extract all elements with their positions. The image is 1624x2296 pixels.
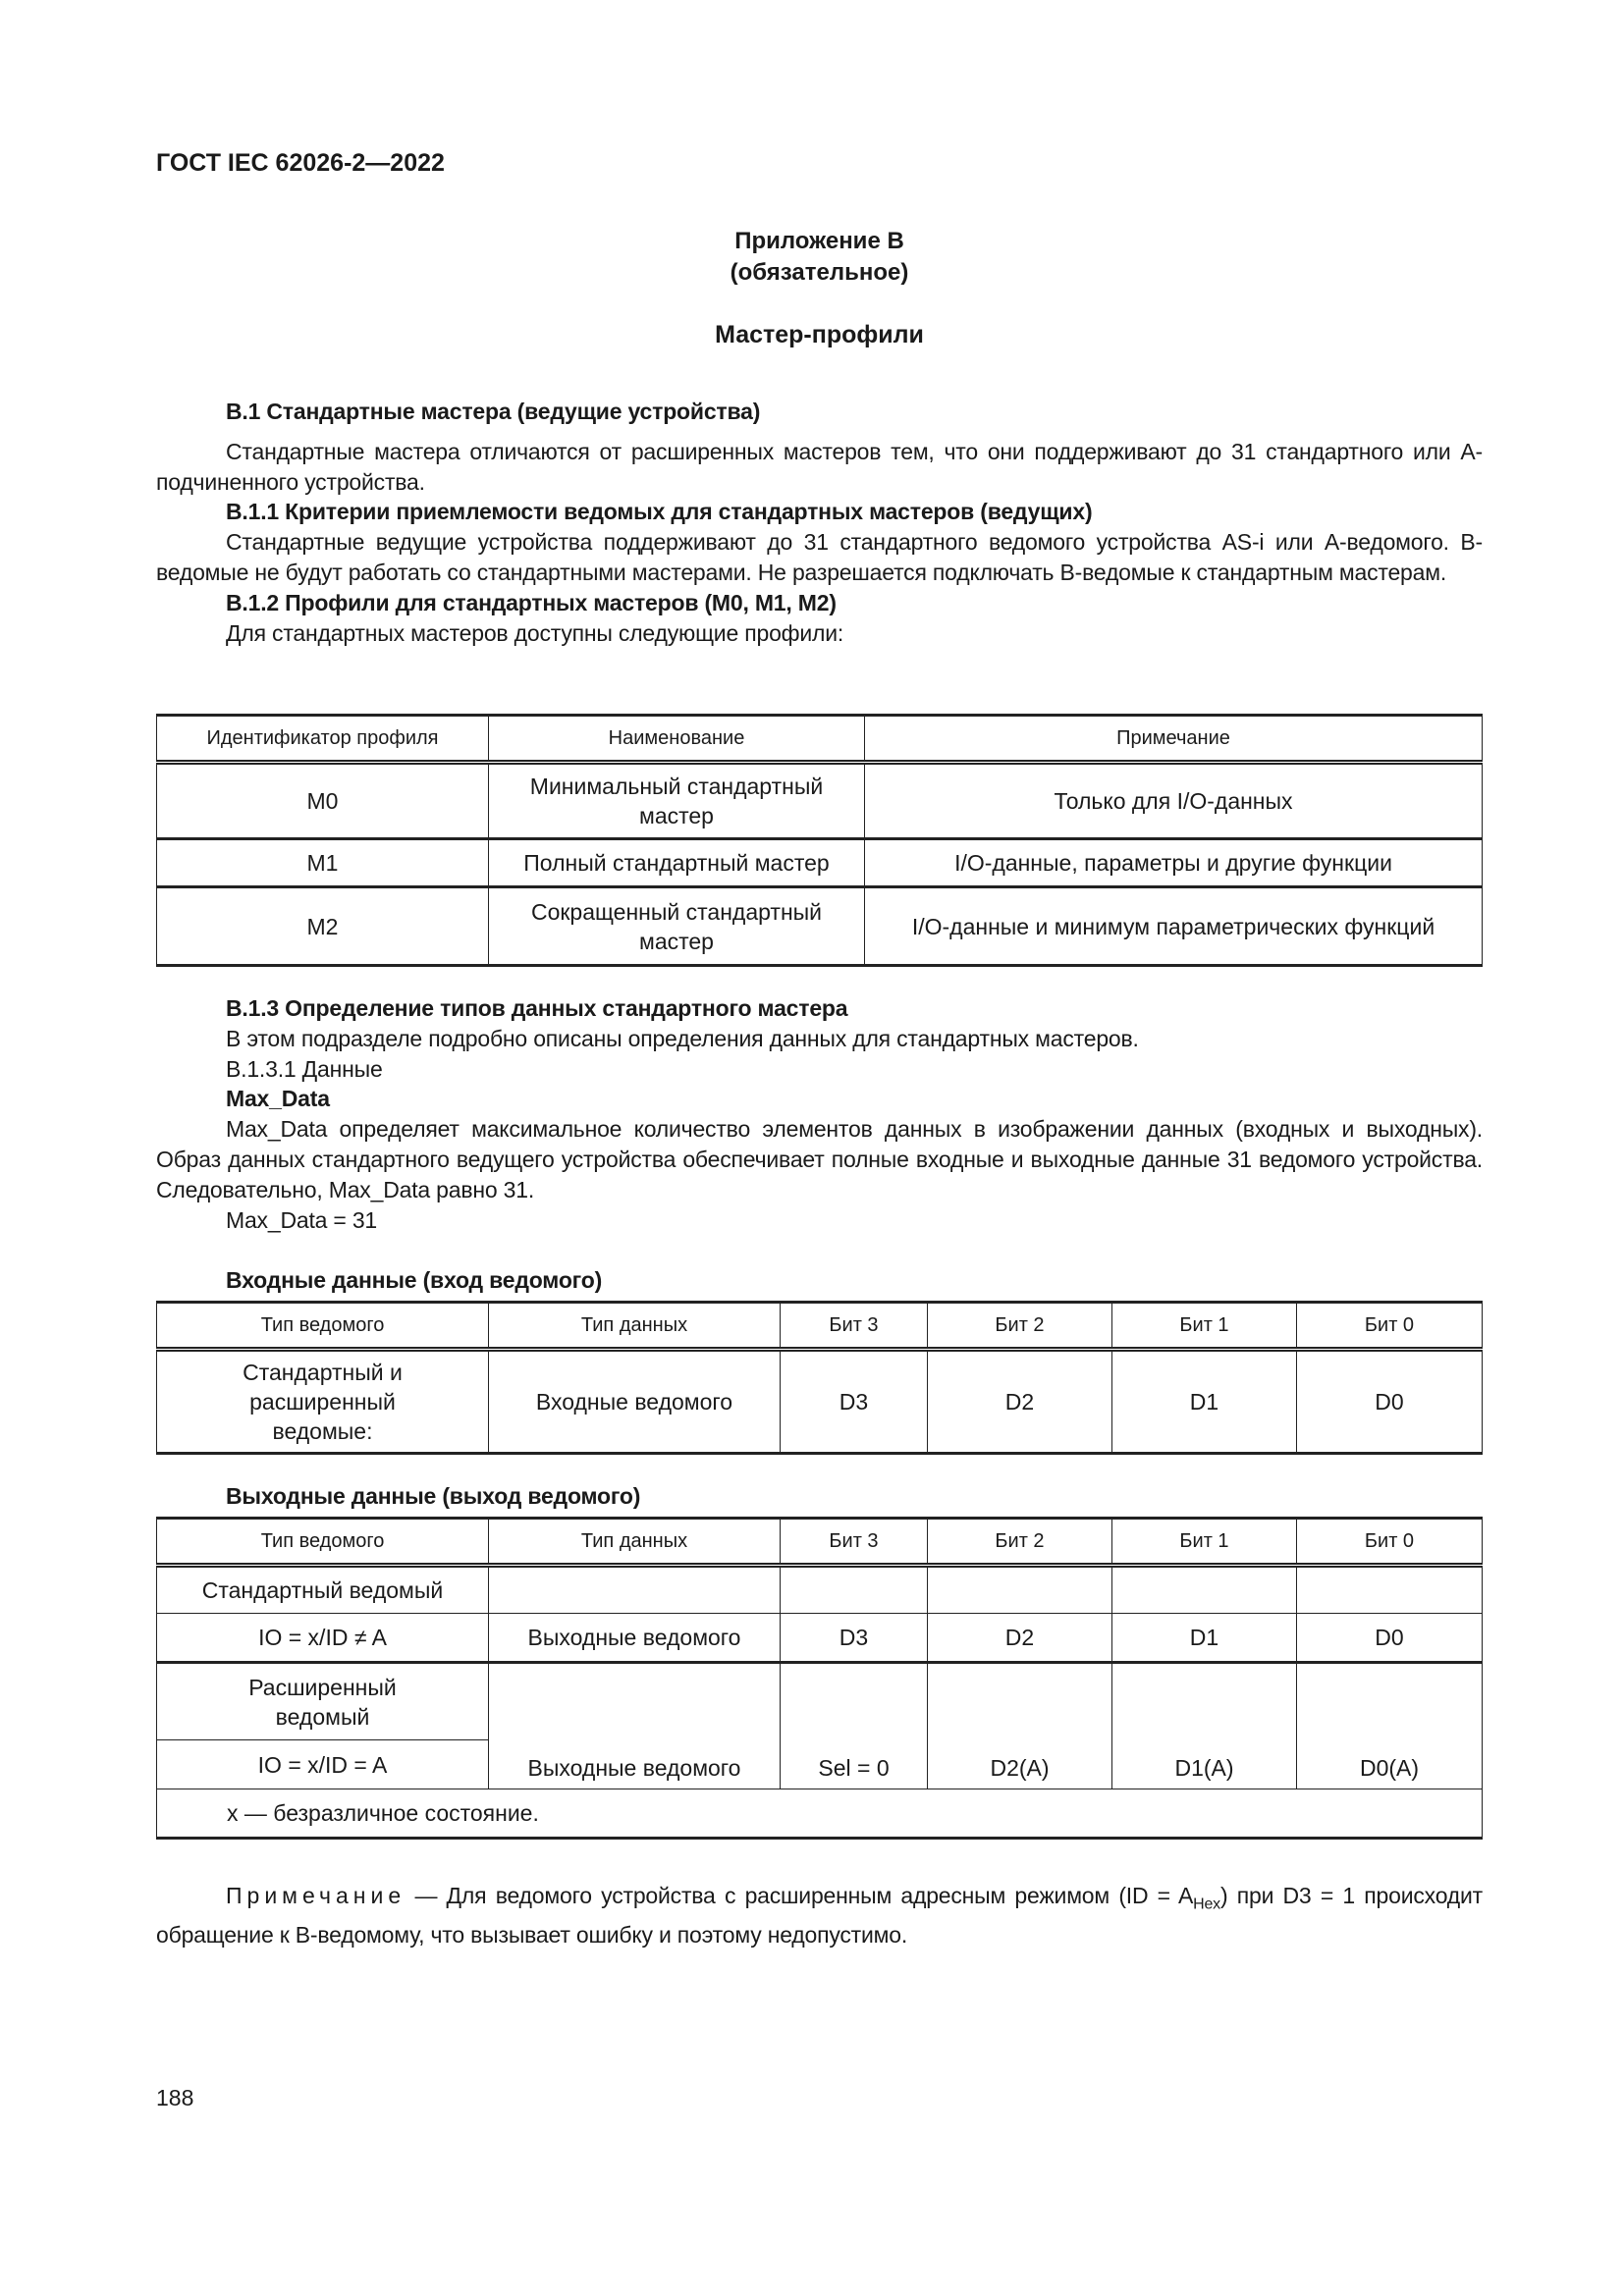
term: Max_Data bbox=[226, 1086, 330, 1112]
table-footnote-row bbox=[157, 1789, 1483, 1839]
heading-b11: В.1.1 Критерии приемлемости ведомых для стандартных мастеров (ведущих) bbox=[226, 499, 1093, 525]
column-header: Идентификатор профиля bbox=[157, 716, 489, 763]
cell: D1 bbox=[1112, 1614, 1297, 1663]
table-header-row bbox=[157, 1303, 1483, 1350]
table-row bbox=[157, 1350, 1483, 1454]
table-row bbox=[157, 1663, 1483, 1740]
cell: D1 bbox=[1112, 1350, 1297, 1454]
paragraph: Стандартные ведущие устройства поддерживают до 31 стандартного ведомого устройства AS-i или А-ведомого. В-ведомые не будут работать со стандартными мастерами. Не разрешается подключать В-ведомые к стандартным мастерам. bbox=[156, 529, 1483, 585]
table-row bbox=[157, 1614, 1483, 1663]
appendix-title: Приложение В bbox=[734, 228, 904, 254]
cell: Выходные ведомого bbox=[489, 1614, 781, 1663]
column-header: Тип ведомого bbox=[157, 1519, 489, 1566]
table-header-row bbox=[157, 1519, 1483, 1566]
output-table-caption bbox=[156, 1481, 1483, 1512]
profiles-table bbox=[156, 714, 1483, 967]
column-header: Бит 0 bbox=[1297, 1303, 1483, 1350]
paragraph: Max_Data определяет максимальное количество элементов данных в изображении данных (входных и выходных). Образ данных стандартного ведущего устройства обеспечивает полные входные и выходные данные 31 ведомого устройства. Следовательно, Max_Data равно 31. bbox=[156, 1116, 1483, 1202]
paragraph: Стандартные мастера отличаются от расширенных мастеров тем, что они поддерживают до 31 стандартного или А-подчиненного устройства. bbox=[156, 438, 1483, 495]
page-number: 188 bbox=[156, 2085, 194, 2110]
cell: D1(A) bbox=[1112, 1663, 1297, 1789]
cell: Входные ведомого bbox=[489, 1350, 781, 1454]
paragraph: Для стандартных мастеров доступны следующие профили: bbox=[226, 619, 844, 646]
table-row bbox=[157, 887, 1483, 966]
cell bbox=[1297, 1566, 1483, 1614]
appendix-status: (обязательное) bbox=[730, 259, 909, 286]
cell: D2(A) bbox=[928, 1663, 1112, 1789]
heading-b12: В.1.2 Профили для стандартных мастеров (М0, М1, М2) bbox=[226, 589, 837, 615]
section-b1 bbox=[156, 397, 1483, 648]
cell: Расширенный ведомый bbox=[157, 1663, 489, 1740]
paragraph: В этом подразделе подробно описаны определения данных для стандартных мастеров. bbox=[226, 1025, 1139, 1051]
table-row bbox=[157, 1566, 1483, 1614]
output-data-table bbox=[156, 1517, 1483, 1840]
cell: Минимальный стандартный мастер bbox=[489, 763, 865, 839]
heading-b1: В.1 Стандартные мастера (ведущие устройства) bbox=[226, 399, 761, 424]
caption-text: Входные данные (вход ведомого) bbox=[226, 1267, 603, 1293]
cell: М1 bbox=[157, 839, 489, 887]
section-b13 bbox=[156, 993, 1483, 1235]
heading-b13: В.1.3 Определение типов данных стандартного мастера bbox=[226, 995, 848, 1021]
table-header-row bbox=[157, 716, 1483, 763]
note-text: — Для ведомого устройства с расширенным адресным режимом (ID = A bbox=[406, 1883, 1194, 1908]
note-subscript: Hex bbox=[1193, 1896, 1220, 1913]
input-data-table bbox=[156, 1301, 1483, 1455]
input-table-caption bbox=[156, 1265, 1483, 1296]
column-header: Бит 0 bbox=[1297, 1519, 1483, 1566]
cell: D0(A) bbox=[1297, 1663, 1483, 1789]
cell: D3 bbox=[781, 1350, 928, 1454]
note bbox=[156, 1881, 1483, 1950]
cell: D2 bbox=[928, 1350, 1112, 1454]
column-header: Бит 1 bbox=[1112, 1519, 1297, 1566]
cell: Полный стандартный мастер bbox=[489, 839, 865, 887]
cell: Только для I/O-данных bbox=[865, 763, 1483, 839]
column-header: Тип данных bbox=[489, 1519, 781, 1566]
column-header: Бит 3 bbox=[781, 1519, 928, 1566]
column-header: Тип данных bbox=[489, 1303, 781, 1350]
cell: Выходные ведомого bbox=[489, 1663, 781, 1789]
cell bbox=[1112, 1566, 1297, 1614]
cell: М0 bbox=[157, 763, 489, 839]
cell: Стандартный и расширенный ведомые: bbox=[157, 1350, 489, 1454]
cell: I/O-данные и минимум параметрических функций bbox=[865, 887, 1483, 966]
column-header: Наименование bbox=[489, 716, 865, 763]
column-header: Примечание bbox=[865, 716, 1483, 763]
table-row bbox=[157, 763, 1483, 839]
column-header: Бит 1 bbox=[1112, 1303, 1297, 1350]
cell bbox=[928, 1566, 1112, 1614]
cell: D0 bbox=[1297, 1614, 1483, 1663]
cell: D0 bbox=[1297, 1350, 1483, 1454]
appendix-name: Мастер-профили bbox=[715, 321, 924, 348]
column-header: Тип ведомого bbox=[157, 1303, 489, 1350]
document-header: ГОСТ IEC 62026-2—2022 bbox=[156, 149, 445, 177]
formula: Max_Data = 31 bbox=[226, 1206, 378, 1233]
cell bbox=[781, 1566, 928, 1614]
cell: Сокращенный стандартный мастер bbox=[489, 887, 865, 966]
column-header: Бит 3 bbox=[781, 1303, 928, 1350]
cell: Sel = 0 bbox=[781, 1663, 928, 1789]
note-label: Примечание bbox=[226, 1883, 406, 1908]
footnote-cell: x — безразличное состояние. bbox=[157, 1789, 1483, 1839]
cell: Стандартный ведомый bbox=[157, 1566, 489, 1614]
cell: М2 bbox=[157, 887, 489, 966]
note-text: ) при D3 = 1 происходит обращение к В-ведомому, что вызывает ошибку и поэтому недопустимо. bbox=[156, 1883, 1483, 1949]
caption-text: Выходные данные (выход ведомого) bbox=[226, 1483, 641, 1509]
table-row bbox=[157, 839, 1483, 887]
cell: IO = x/ID = A bbox=[157, 1740, 489, 1789]
paragraph: В.1.3.1 Данные bbox=[226, 1055, 383, 1082]
column-header: Бит 2 bbox=[928, 1519, 1112, 1566]
cell: D2 bbox=[928, 1614, 1112, 1663]
cell: I/O-данные, параметры и другие функции bbox=[865, 839, 1483, 887]
column-header: Бит 2 bbox=[928, 1303, 1112, 1350]
cell: D3 bbox=[781, 1614, 928, 1663]
cell bbox=[489, 1566, 781, 1614]
cell: IO = x/ID ≠ A bbox=[157, 1614, 489, 1663]
